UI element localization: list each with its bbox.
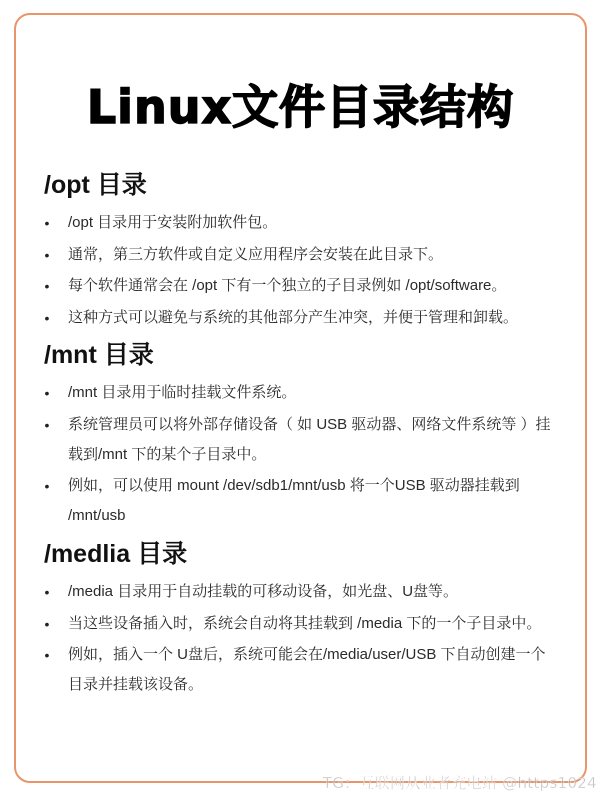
list-item bbox=[44, 577, 554, 607]
list-item bbox=[44, 208, 554, 238]
list-item-text: 当这些设备插入时，系统会自动将其挂载到 /media 下的一个子目录中。 bbox=[68, 614, 542, 632]
bullet-list bbox=[44, 208, 554, 333]
bullet-icon: • bbox=[44, 215, 50, 231]
list-item-text: 通常，第三方软件或自定义应用程序会安装在此目录下。 bbox=[68, 245, 444, 263]
list-item bbox=[44, 378, 554, 408]
section-heading: /opt 目录 bbox=[44, 171, 147, 199]
list-item-text: /media 目录用于自动挂载的可移动设备，如光盘、U盘等。 bbox=[68, 583, 459, 600]
section-heading: /medlia 目录 bbox=[44, 540, 188, 568]
section-mnt bbox=[44, 338, 554, 533]
list-item bbox=[44, 471, 554, 531]
list-item bbox=[44, 303, 554, 333]
bullet-icon: • bbox=[44, 584, 50, 600]
bullet-icon: • bbox=[44, 246, 50, 263]
bullet-list bbox=[44, 378, 554, 531]
bullet-icon: • bbox=[44, 385, 50, 401]
bullet-icon: • bbox=[44, 647, 50, 663]
list-item bbox=[44, 410, 554, 470]
section-opt bbox=[44, 168, 554, 334]
bullet-icon: • bbox=[44, 615, 50, 632]
list-item-text: /mnt 目录用于临时挂载文件系统。 bbox=[68, 384, 297, 401]
bullet-icon: • bbox=[44, 478, 50, 494]
bullet-icon: • bbox=[44, 416, 50, 433]
list-item bbox=[44, 640, 554, 700]
section-heading: /mnt 目录 bbox=[44, 341, 154, 369]
bullet-icon: • bbox=[44, 278, 50, 294]
page-title: Linux文件目录结构 bbox=[86, 79, 515, 134]
list-item-text: 这种方式可以避免与系统的其他部分产生冲突，并便于管理和卸载。 bbox=[68, 308, 519, 326]
bullet-list bbox=[44, 577, 554, 700]
watermark: TG：互联网从业者充电站 @https1024 bbox=[322, 774, 597, 792]
list-item-text: 例如，可以使用 mount /dev/sdb1/mnt/usb 将一个USB 驱动器挂载到 /mnt/usb bbox=[68, 477, 520, 524]
bullet-icon: • bbox=[44, 309, 50, 326]
list-item bbox=[44, 271, 554, 301]
list-item-text: 例如，插入一个 U盘后，系统可能会在/media/user/USB 下自动创建一个目录并挂载该设备。 bbox=[68, 646, 546, 693]
list-item bbox=[44, 240, 554, 270]
section-media bbox=[44, 537, 554, 702]
list-item-text: /opt 目录用于安装附加软件包。 bbox=[68, 214, 278, 231]
list-item bbox=[44, 609, 554, 639]
list-item-text: 系统管理员可以将外部存储设备（ 如 USB 驱动器、网络文件系统等 ）挂载到/mnt 下的某个子目录中。 bbox=[68, 415, 551, 463]
list-item-text: 每个软件通常会在 /opt 下有一个独立的子目录例如 /opt/software。 bbox=[68, 277, 507, 294]
